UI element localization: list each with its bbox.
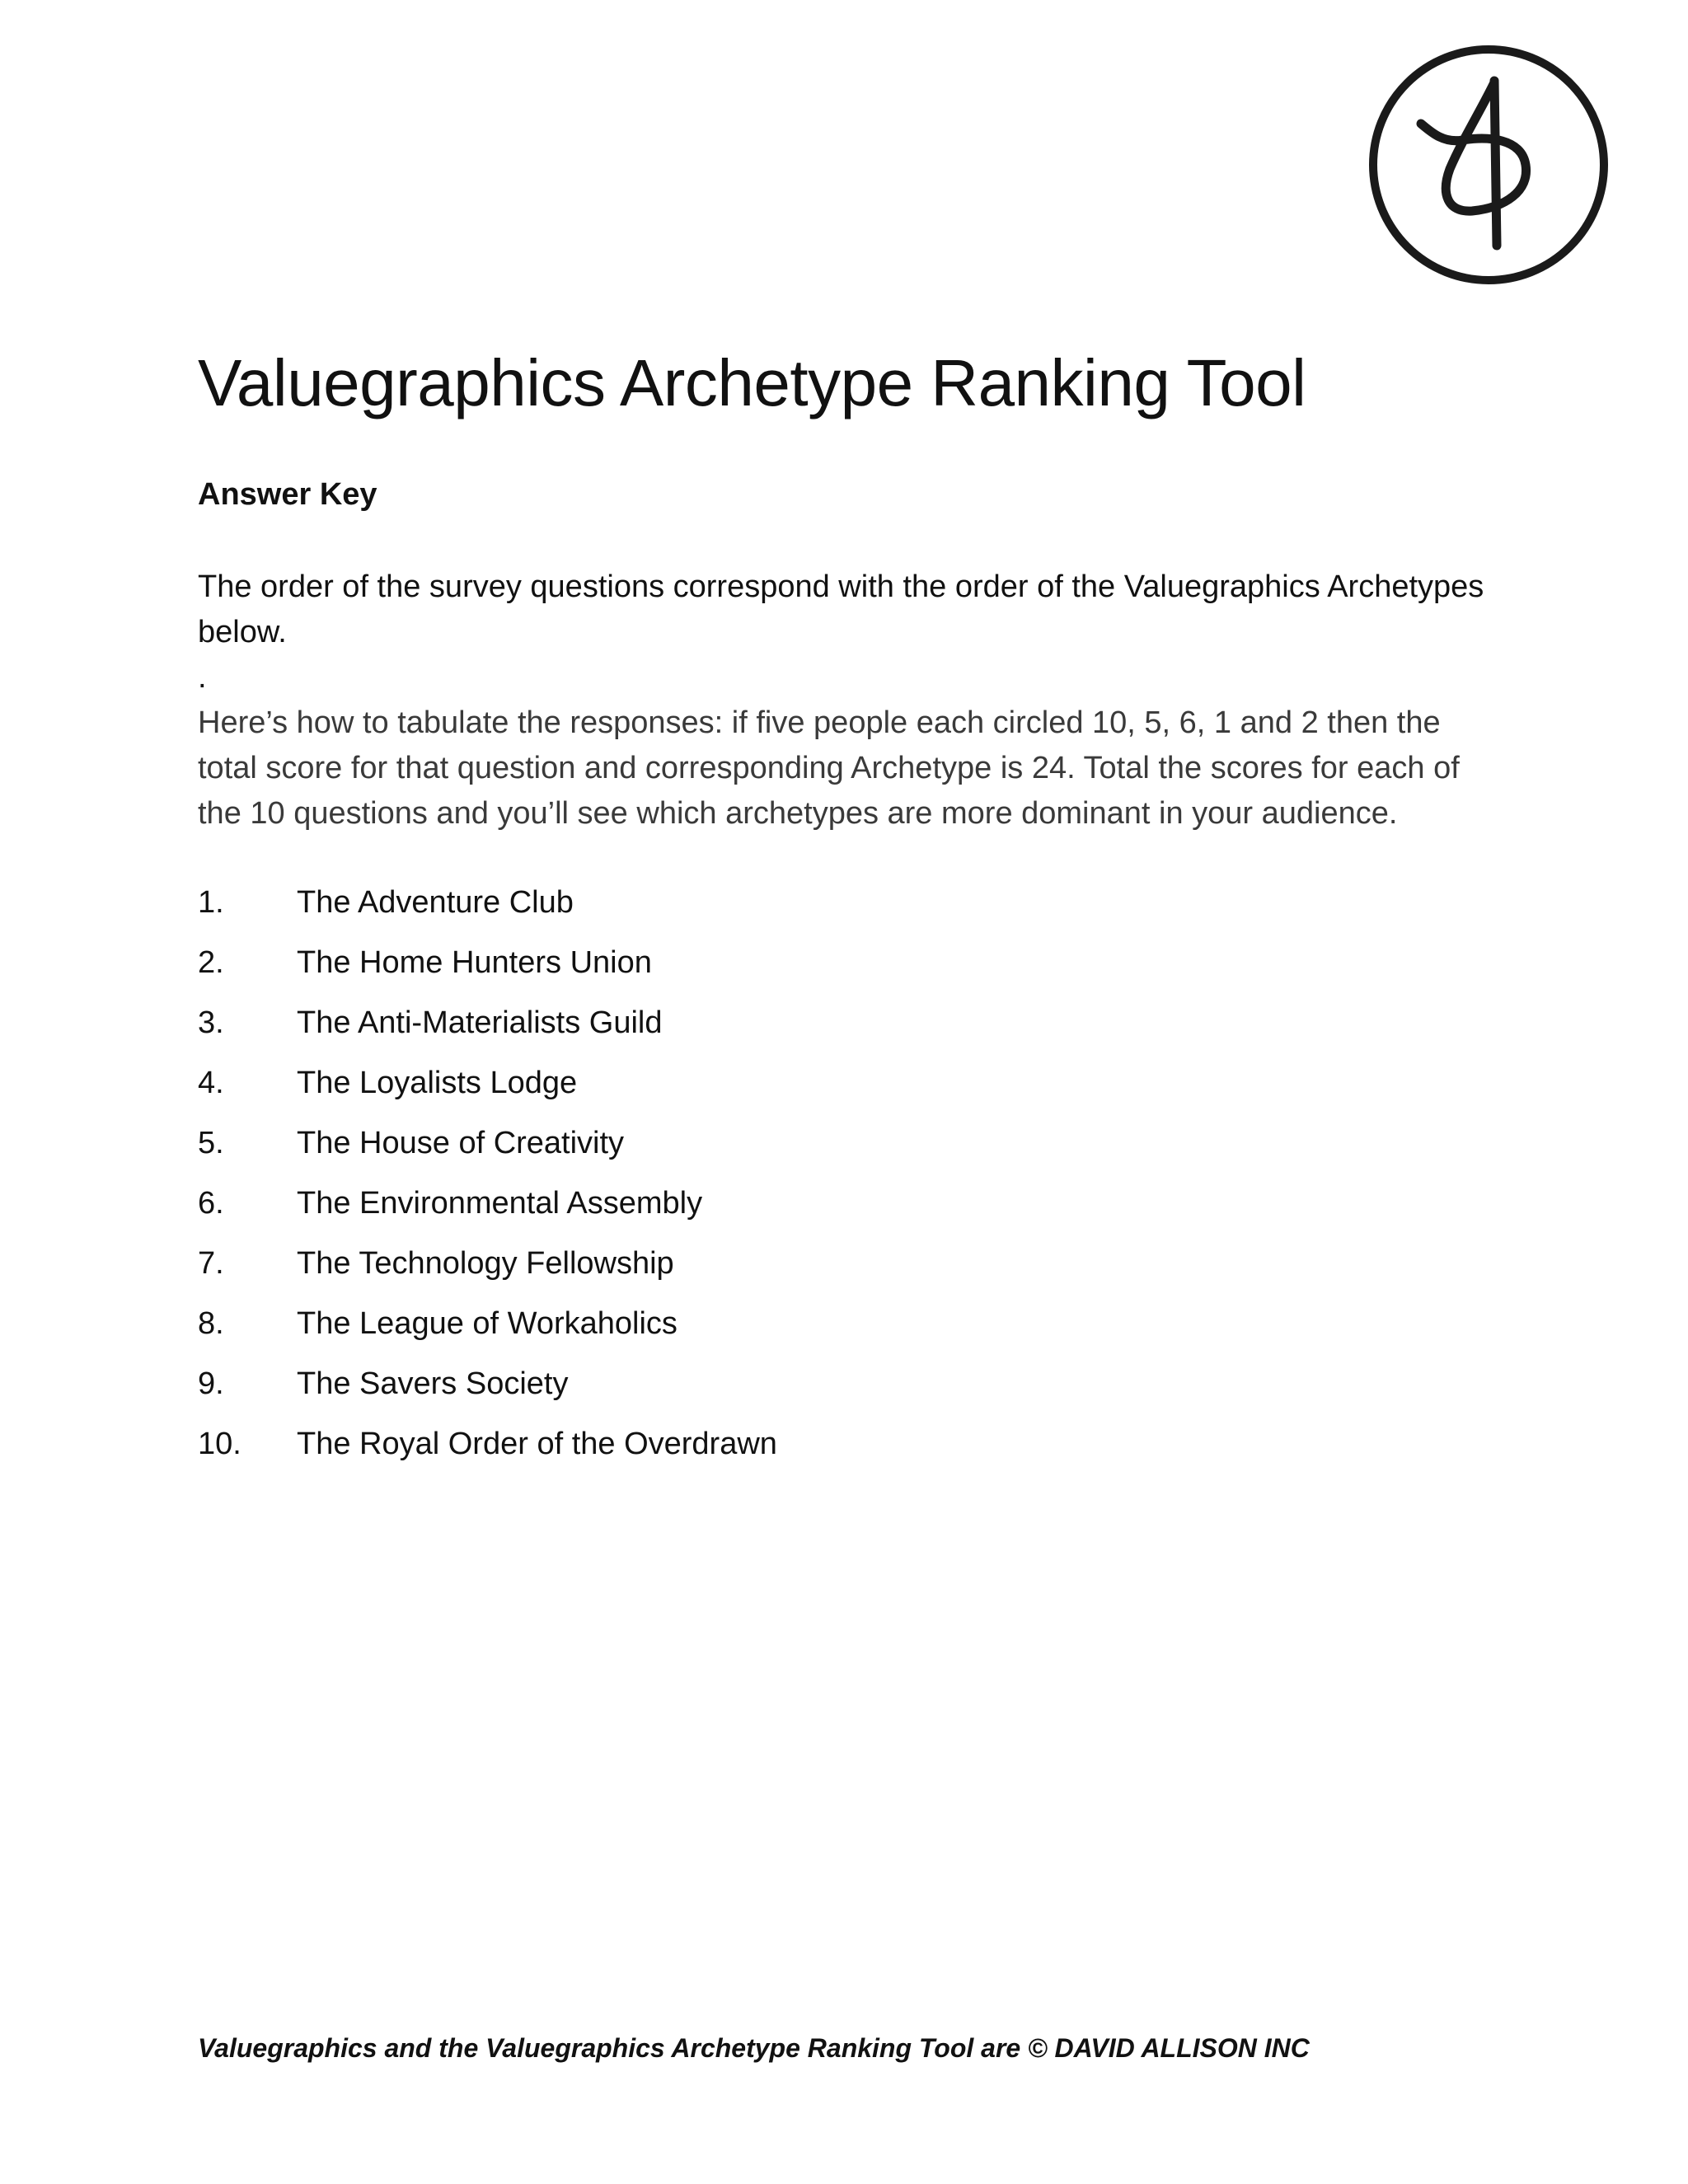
list-item bbox=[198, 882, 1500, 942]
page-title: Valuegraphics Archetype Ranking Tool bbox=[198, 346, 1306, 419]
list-item-label: The Loyalists Lodge bbox=[297, 1066, 578, 1100]
intro-paragraph: The order of the survey questions correspond with the order of the Valuegraphics Archetypes below. bbox=[198, 569, 1484, 649]
list-item bbox=[198, 1183, 1500, 1243]
list-item bbox=[198, 1002, 1500, 1062]
list-item bbox=[198, 1303, 1500, 1363]
list-item-label: The Anti-Materialists Guild bbox=[297, 1005, 663, 1040]
list-item-label: The Home Hunters Union bbox=[297, 945, 652, 980]
list-item-number: 6. bbox=[198, 1186, 224, 1221]
list-item-number: 5. bbox=[198, 1126, 224, 1160]
list-item-label: The Environmental Assembly bbox=[297, 1186, 703, 1221]
instructions-paragraph: Here’s how to tabulate the responses: if five people each circled 10, 5, 6, 1 and 2 then the total score for that question and corresponding Archetype is 24. Total the scores for each of the 10 questions and you’ll see which archetypes are more dominant in your audience. bbox=[198, 705, 1460, 831]
list-item-number: 10. bbox=[198, 1427, 241, 1461]
circled-4-monogram-icon bbox=[1365, 41, 1612, 288]
list-item-number: 4. bbox=[198, 1066, 224, 1100]
list-item-label: The Adventure Club bbox=[297, 885, 574, 920]
list-item bbox=[198, 1122, 1500, 1183]
list-item-label: The Technology Fellowship bbox=[297, 1246, 674, 1281]
copyright-footer: Valuegraphics and the Valuegraphics Archetype Ranking Tool are © DAVID ALLISON INC bbox=[198, 2033, 1310, 2063]
list-item-label: The League of Workaholics bbox=[297, 1306, 678, 1341]
document-body bbox=[198, 342, 1500, 1483]
list-item-label: The House of Creativity bbox=[297, 1126, 625, 1160]
archetype-list bbox=[198, 882, 1500, 1483]
list-item-number: 2. bbox=[198, 945, 224, 980]
list-item bbox=[198, 1423, 1500, 1483]
list-item bbox=[198, 1062, 1500, 1122]
list-item-number: 9. bbox=[198, 1366, 224, 1401]
list-item bbox=[198, 1363, 1500, 1423]
list-item bbox=[198, 1243, 1500, 1303]
list-item-number: 1. bbox=[198, 885, 224, 920]
list-item-number: 3. bbox=[198, 1005, 224, 1040]
list-item-label: The Royal Order of the Overdrawn bbox=[297, 1427, 777, 1461]
list-item-number: 8. bbox=[198, 1306, 224, 1341]
separator-dot: . bbox=[198, 660, 207, 695]
list-item bbox=[198, 942, 1500, 1002]
list-item-number: 7. bbox=[198, 1246, 224, 1281]
list-item-label: The Savers Society bbox=[297, 1366, 569, 1401]
answer-key-heading: Answer Key bbox=[198, 477, 377, 512]
